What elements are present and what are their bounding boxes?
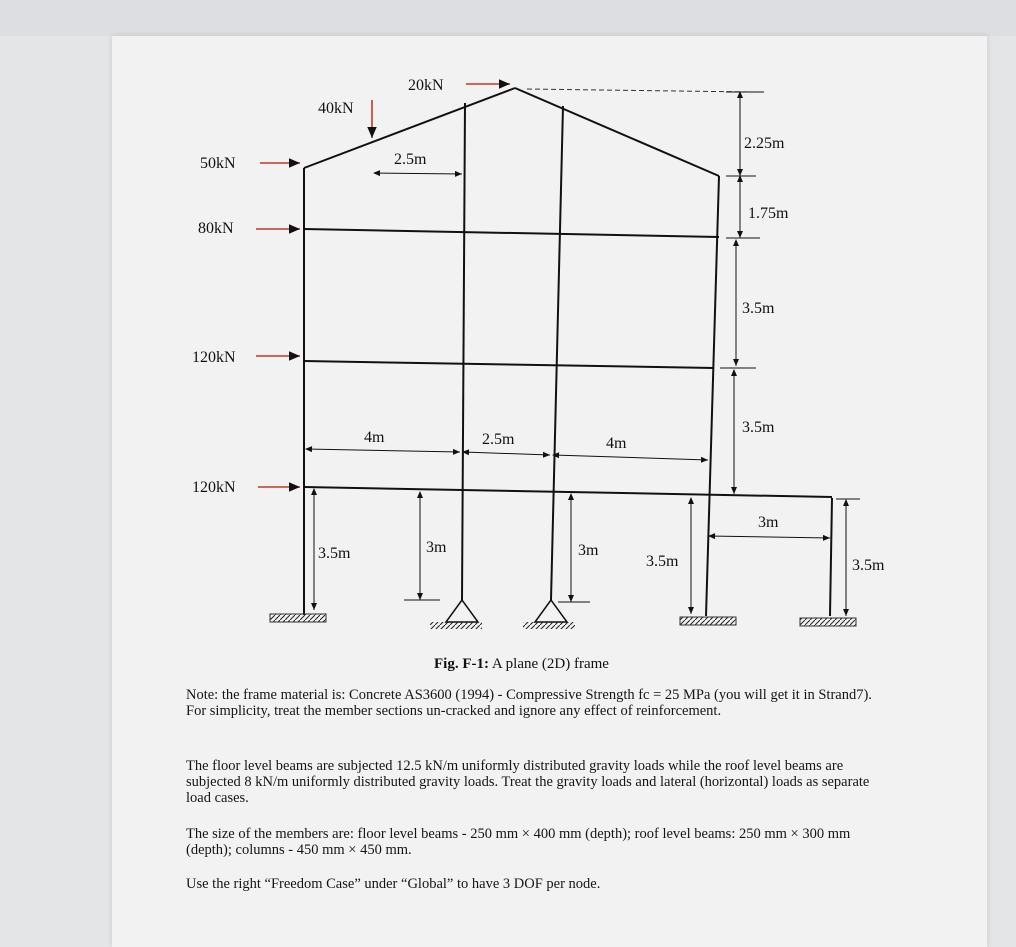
load-label-50: 50kN — [200, 155, 236, 172]
dim-span4a: 4m — [364, 429, 385, 446]
fixed-support-1 — [270, 614, 326, 622]
note-material: Note: the frame material is: Concrete AS3600 (1994) - Compressive Strength fc = 25 MPa (you will get it in Strand7). For simplicity, treat the member sections un-cracked and ignore any effect of reinforcement. — [186, 687, 872, 719]
dim-roof-offset: 2.5m — [394, 151, 427, 168]
dim-col3b: 3m — [578, 542, 599, 559]
dim-col35c: 3.5m — [852, 557, 885, 574]
note-loads: The floor level beams are subjected 12.5 kN/m uniformly distributed gravity loads while the roof level beams are subjected 8 kN/m uniformly distributed gravity loads. Treat the gravity loads and lateral (horizontal) loads as separate load cases. — [186, 758, 870, 806]
floor-beams — [304, 229, 832, 497]
dim-h35b: 3.5m — [742, 419, 775, 436]
columns — [304, 103, 832, 616]
dim-col3a: 3m — [426, 539, 447, 556]
figure-caption — [434, 656, 609, 673]
dim-span3: 3m — [758, 514, 779, 531]
pin-support-2 — [523, 600, 575, 629]
roof-peak-reference-line — [527, 89, 752, 92]
dim-h225: 2.25m — [744, 135, 785, 152]
fixed-support-3 — [800, 618, 856, 626]
note-member-sizes: The size of the members are: floor level beams - 250 mm × 400 mm (depth); roof level beams: 250 mm × 300 mm (depth); columns - 450 mm × 450 mm. — [186, 826, 851, 858]
load-arrows — [256, 84, 510, 487]
load-label-80: 80kN — [198, 220, 234, 237]
load-label-120b: 120kN — [192, 479, 236, 496]
fixed-support-2 — [680, 617, 736, 625]
note-freedom-case: Use the right “Freedom Case” under “Global” to have 3 DOF per node. — [186, 876, 601, 892]
figure-caption-label: Fig. F-1: — [434, 656, 489, 672]
load-label-120a: 120kN — [192, 349, 236, 366]
dim-h35a: 3.5m — [742, 300, 775, 317]
dim-h175: 1.75m — [748, 205, 789, 222]
dim-span4b: 4m — [606, 435, 627, 452]
dimension-lines — [306, 92, 860, 616]
dim-span25: 2.5m — [482, 431, 515, 448]
roof — [304, 88, 719, 176]
figure-caption-text: A plane (2D) frame — [488, 656, 609, 672]
pin-support-1 — [430, 600, 482, 629]
dim-col35a: 3.5m — [318, 545, 351, 562]
dim-col35b: 3.5m — [646, 553, 679, 570]
load-label-roof-point: 40kN — [318, 100, 354, 117]
load-label-top: 20kN — [408, 77, 444, 94]
